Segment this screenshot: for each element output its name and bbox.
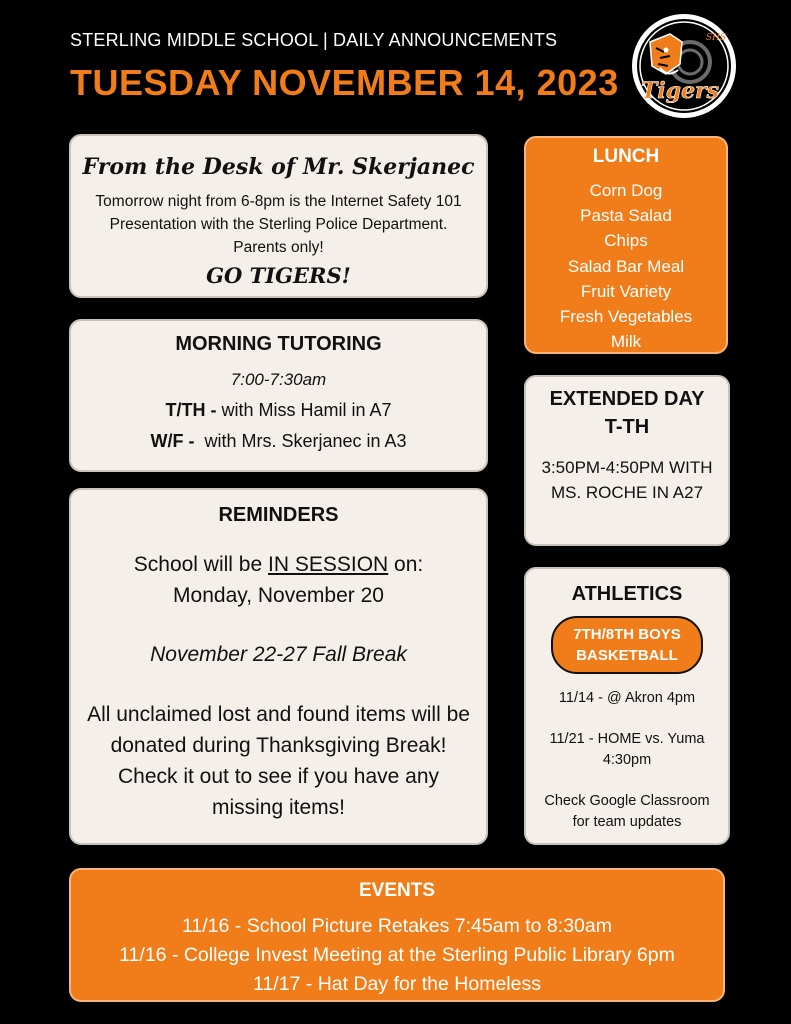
lunch-menu-list: [526, 178, 726, 354]
reminder-fall-break: November 22-27 Fall Break: [150, 643, 407, 666]
events-title: EVENTS: [358, 880, 436, 901]
principal-message-title: From the Desk of Mr. Skerjanec: [82, 154, 475, 180]
reminder-in-session: [71, 549, 486, 611]
reminder-in-session-post: on:: [388, 553, 424, 576]
principal-message-card: [69, 134, 488, 298]
morning-tutoring-title: MORNING TUTORING: [175, 333, 382, 355]
reminder-in-session-underlined: IN SESSION: [268, 553, 389, 576]
reminder-lost-found: All unclaimed lost and found items will be donated during Thanksgiving Break! Check it out to see if you have any missing items!: [87, 703, 470, 819]
athletics-note: Check Google Classroom for team updates: [544, 793, 710, 830]
events-card: [69, 868, 725, 1002]
morning-tutoring-time: 7:00-7:30am: [230, 370, 327, 389]
event-item: 11/16 - School Picture Retakes 7:45am to 8:30am: [182, 915, 612, 937]
events-list: [71, 912, 723, 999]
extended-day-body: 3:50PM-4:50PM WITH MS. ROCHE IN A27: [541, 458, 713, 502]
tutoring-days-wf: W/F -: [150, 431, 195, 451]
extended-day-card: [524, 375, 730, 546]
lunch-card: [524, 136, 728, 354]
lunch-item: Corn Dog: [589, 181, 663, 200]
lunch-item: Fruit Variety: [580, 281, 672, 301]
header-school-line: STERLING MIDDLE SCHOOL | DAILY ANNOUNCEMENTS: [70, 30, 558, 50]
logo-text-top: SHS: [706, 33, 727, 43]
extended-day-title: [526, 385, 728, 441]
athletics-game-2: 11/21 - HOME vs. Yuma 4:30pm: [549, 731, 705, 768]
reminders-title: REMINDERS: [218, 504, 339, 526]
principal-message-body: Tomorrow night from 6-8pm is the Internet Safety 101 Presentation with the Sterling Police Department. Parents only!: [95, 193, 462, 256]
reminder-in-session-date: Monday, November 20: [173, 584, 384, 607]
tutoring-days-tth: T/TH -: [165, 400, 217, 420]
principal-message-cheer: GO TIGERS!: [206, 263, 351, 288]
athletics-card: [524, 567, 730, 845]
lunch-item: Salad Bar Meal: [567, 256, 685, 276]
lunch-item: Pasta Salad: [580, 206, 672, 226]
athletics-sport-badge: 7TH/8TH BOYS BASKETBALL: [551, 616, 703, 674]
lunch-item: Chips: [604, 231, 648, 251]
page-title: TUESDAY NOVEMBER 14, 2023: [70, 62, 619, 103]
lunch-title: LUNCH: [592, 146, 660, 167]
athletics-title: ATHLETICS: [571, 583, 683, 605]
extended-day-title-line1: EXTENDED DAY: [549, 388, 705, 410]
reminders-card: [69, 488, 488, 845]
tutoring-text-wf: with Mrs. Skerjanec in A3: [194, 431, 407, 451]
tutoring-line-tth: [71, 400, 486, 421]
lunch-item: Milk: [610, 332, 642, 352]
logo-text-main: Tigers: [640, 78, 720, 104]
event-item: 11/17 - Hat Day for the Homeless: [253, 973, 541, 995]
lunch-item: Fresh Vegetables: [559, 307, 693, 327]
tutoring-line-wf: [71, 431, 486, 452]
athletics-game-1: 11/14 - @ Akron 4pm: [558, 690, 696, 706]
morning-tutoring-card: [69, 319, 488, 472]
reminder-in-session-pre: School will be: [133, 553, 268, 576]
tiger-logo: [630, 12, 738, 120]
extended-day-title-line2: T-TH: [604, 416, 650, 438]
event-item: 11/16 - College Invest Meeting at the Sterling Public Library 6pm: [119, 944, 675, 966]
tutoring-text-tth: with Miss Hamil in A7: [216, 400, 392, 420]
